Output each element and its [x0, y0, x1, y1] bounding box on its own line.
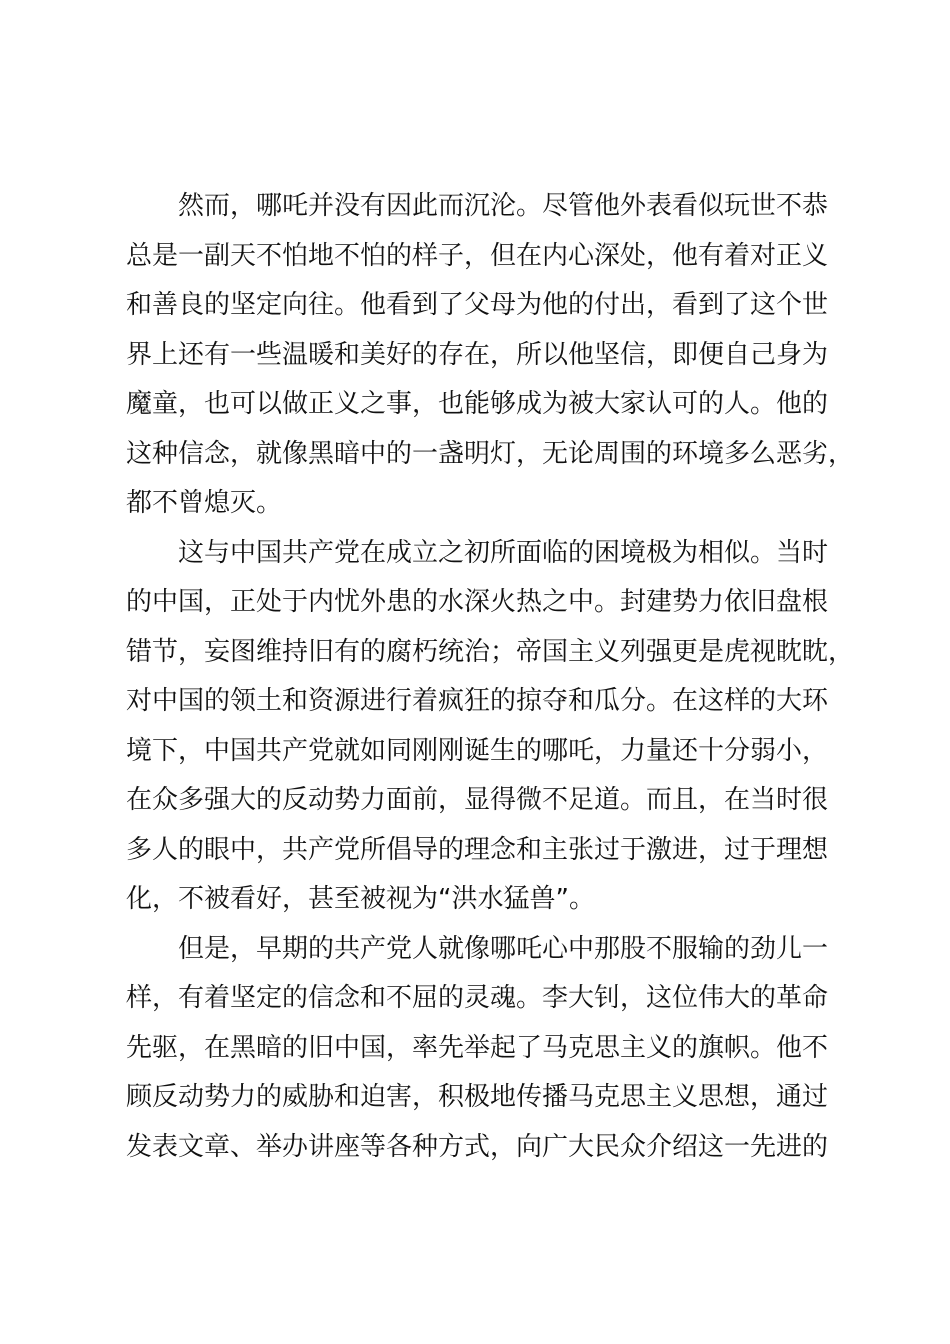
- paragraph-3-line-5: 发表文章、举办讲座等各种方式，向广大民众介绍这一先进的: [126, 1131, 829, 1162]
- paragraph-2-line-1: 这与中国共产党在成立之初所面临的困境极为相似。当时: [178, 537, 829, 568]
- paragraph-2-line-2: 的中国，正处于内忧外患的水深火热之中。封建势力依旧盘根: [126, 587, 829, 617]
- paragraph-2-line-7: 多人的眼中，共产党所倡导的理念和主张过于激进，过于理想: [126, 834, 829, 865]
- paragraph-2-line-6: 在众多强大的反动势力面前，显得微不足道。而且，在当时很: [126, 785, 829, 815]
- paragraph-1-line-1: 然而，哪吒并没有因此而沉沦。尽管他外表看似玩世不恭: [178, 191, 829, 221]
- paragraph-3-line-2: 样，有着坚定的信念和不屈的灵魂。李大钊，这位伟大的革命: [126, 983, 829, 1013]
- paragraph-1-line-7: 都不曾熄灭。: [126, 488, 283, 518]
- paragraph-2-line-5: 境下，中国共产党就如同刚刚诞生的哪吒，力量还十分弱小，: [126, 735, 829, 766]
- paragraph-2-line-3: 错节，妄图维持旧有的腐朽统治；帝国主义列强更是虎视眈眈，: [126, 636, 855, 667]
- paragraph-1-line-4: 界上还有一些温暖和美好的存在，所以他坚信，即便自己身为: [126, 339, 829, 370]
- document-body: [126, 182, 858, 1172]
- paragraph-1-line-6: 这种信念，就像黑暗中的一盏明灯，无论周围的环境多么恶劣，: [126, 438, 855, 469]
- paragraph-1-line-2: 总是一副天不怕地不怕的样子，但在内心深处，他有着对正义: [126, 240, 829, 271]
- paragraph-3-line-1: 但是，早期的共产党人就像哪吒心中那股不服输的劲儿一: [178, 933, 829, 964]
- paragraph-3-line-3: 先驱，在黑暗的旧中国，率先举起了马克思主义的旗帜。他不: [126, 1032, 829, 1063]
- paragraph-1-line-5: 魔童，也可以做正义之事，也能够成为被大家认可的人。他的: [126, 389, 829, 419]
- paragraph-3-line-4: 顾反动势力的威胁和迫害，积极地传播马克思主义思想，通过: [126, 1082, 829, 1112]
- paragraph-2-line-8: 化，不被看好，甚至被视为“洪水猛兽”。: [126, 884, 595, 914]
- paragraph-1-line-3: 和善良的坚定向往。他看到了父母为他的付出，看到了这个世: [126, 290, 829, 320]
- paragraph-2-line-4: 对中国的领土和资源进行着疯狂的掠夺和瓜分。在这样的大环: [126, 686, 829, 716]
